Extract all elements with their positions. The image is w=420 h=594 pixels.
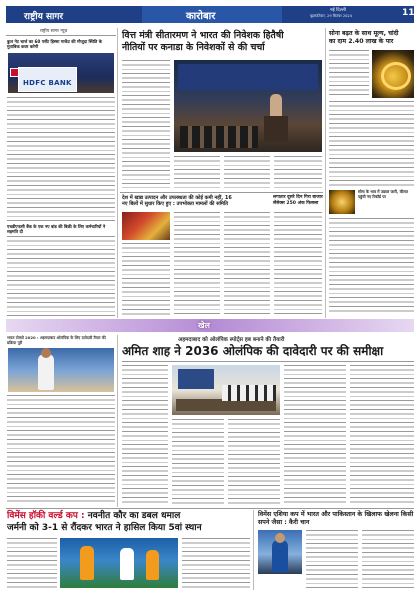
sports-banner — [6, 319, 414, 332]
lead-body-col2 — [174, 156, 220, 190]
lead-headline-line1: वित्त मंत्री सीतारमण ने भारत की निवेशक हितैषी — [122, 30, 284, 41]
gold-inset-headline[interactable]: सोना के भाव में उछाल जारी, कीमत पहुंची नए रिकॉर्ड पर — [358, 189, 408, 199]
cricket-body-col1 — [306, 530, 358, 588]
lead-body-col1 — [122, 60, 170, 188]
hdfc-body-2 — [7, 236, 115, 316]
gold-photo — [372, 50, 414, 98]
olympic-body-col4 — [284, 365, 346, 505]
gold-inset-photo — [329, 190, 355, 214]
player-photo — [8, 348, 114, 392]
lead-headline-line2: नीतियों पर कनाडा के निवेशकों से की चर्चा — [122, 42, 265, 53]
mid-headline-line2: नए बिलों में सुधार किए हुए : उपभोक्ता मामलों की समिति — [122, 201, 229, 208]
cricket-headline[interactable]: विमेंस एशिया कप में भारत और पाकिस्तान के खिलाफ खेलना किसी सपने जैसा : कैरी चान — [258, 511, 414, 527]
hockey-headline[interactable] — [7, 511, 247, 534]
sports-left-body — [7, 395, 115, 505]
market-headline-line1: लगातार दूसरे दिन गिरा बाजार — [273, 195, 323, 200]
olympic-body-col2 — [172, 419, 224, 505]
hockey-player-3 — [146, 550, 159, 580]
mid-headline-line1: देश में खाद्य उत्पादन और उपलब्धता की कोई कमी नहीं, 16 — [122, 195, 232, 201]
olympic-headline[interactable]: अमित शाह ने 2036 ओलंपिक की दावेदारी पर की समीक्षा — [122, 344, 384, 358]
hdfc-photo — [8, 53, 114, 93]
mid-headline[interactable] — [122, 195, 272, 207]
lead-body-col4 — [274, 156, 322, 190]
cricket-photo — [258, 530, 302, 574]
hdfc-body — [7, 97, 115, 222]
market-body — [274, 212, 322, 315]
hockey-player-2 — [120, 548, 134, 580]
col-divider-3 — [117, 335, 118, 507]
hdfc-headline[interactable]: कुल नेट चार्ज का 60 पर्सेंट हिस्सा मार्केट की मौजूदा स्थिति के मुताबिक कवर करेगी — [7, 39, 102, 49]
lead-body-col3 — [224, 156, 270, 190]
col-divider-4 — [253, 510, 254, 590]
sports-label: खेल — [198, 321, 210, 330]
hockey-body-col1 — [7, 538, 57, 588]
gold-inset-body — [329, 218, 414, 314]
col-divider-2 — [325, 28, 326, 318]
left-title-rule — [6, 35, 116, 36]
hockey-rule — [6, 508, 414, 509]
stage-banner — [178, 64, 318, 90]
sports-left-caption[interactable]: भारत टोक्यो 2020 : अहमदाबाद ओलंपिक के लिए दावेदारी तैयार की प्रक्रिया पूरी — [7, 335, 106, 345]
audience-row — [180, 126, 258, 148]
podium — [264, 116, 288, 142]
hockey-body-col2 — [182, 538, 250, 588]
cricketer-head — [275, 533, 285, 543]
hdfc-logo-mark — [10, 68, 19, 77]
sports-kicker: अहमदाबाद को ओलंपिक स्पोर्ट्स हब बनाने की तैयारी — [178, 337, 285, 343]
hdfc-subhead[interactable]: एचडीएफसी बैंक के एक नए बांड की बिक्री के लिए कर्मचारियों ने सहमति दी — [7, 224, 106, 234]
hockey-player-1 — [80, 546, 94, 580]
mid-story-rule — [120, 192, 323, 193]
mid-body-col2 — [174, 212, 220, 315]
hockey-photo — [60, 538, 178, 588]
date-line: बृहस्पतिवार, 29 सितंबर 2024 — [310, 14, 352, 18]
col-divider-1 — [117, 28, 118, 318]
mid-photo — [122, 212, 170, 240]
meeting-screen — [178, 369, 214, 389]
market-headline[interactable] — [273, 195, 325, 207]
left-column-title: राष्ट्रीय सागर न्यूज़ — [40, 29, 68, 34]
mid-body-col1 — [122, 243, 170, 315]
player-figure — [38, 354, 54, 390]
olympic-rule — [122, 361, 414, 362]
gold-headline[interactable] — [329, 30, 415, 46]
meeting-photo — [172, 365, 280, 415]
olympic-body-col5 — [350, 365, 414, 505]
paper-name[interactable]: राष्ट्रीय सागर — [24, 12, 64, 22]
cricket-body-col2 — [362, 530, 414, 588]
section-title: कारोबार — [186, 11, 216, 22]
gold-necklace — [381, 62, 411, 90]
player-head — [41, 348, 51, 358]
lead-photo — [174, 60, 322, 152]
hockey-headline-red: विमेंस हॉकी वर्ल्ड कप : — [7, 511, 85, 521]
olympic-body-col1 — [122, 365, 168, 505]
hockey-headline-line2: जर्मनी को 3-1 से रौंदकर भारत ने हासिल किया 5वां स्थान — [7, 522, 202, 533]
hockey-headline-black: नवनीत कौर का डबल धमाल — [87, 511, 181, 521]
cricketer-figure — [272, 540, 288, 572]
gold-body-col2 — [329, 101, 414, 187]
gold-headline-line2: का दाम 2.40 लाख के पार — [329, 38, 394, 45]
gold-headline-line1: सोना बढ़त के साथ मूल्य, चांदी — [329, 30, 399, 37]
hdfc-logo-text: HDFC BANK — [23, 79, 72, 87]
page-number: 11 — [402, 8, 415, 18]
mid-body-col3 — [224, 212, 270, 315]
gold-body-col1 — [329, 50, 369, 98]
hdfc-logo — [18, 67, 77, 92]
meeting-people — [222, 385, 276, 401]
lead-headline[interactable] — [122, 30, 320, 54]
market-headline-line2: सेंसेक्स 250 अंक फिसला — [273, 201, 319, 206]
olympic-body-col3 — [228, 419, 280, 505]
city-label: नई दिल्ली — [330, 8, 346, 13]
